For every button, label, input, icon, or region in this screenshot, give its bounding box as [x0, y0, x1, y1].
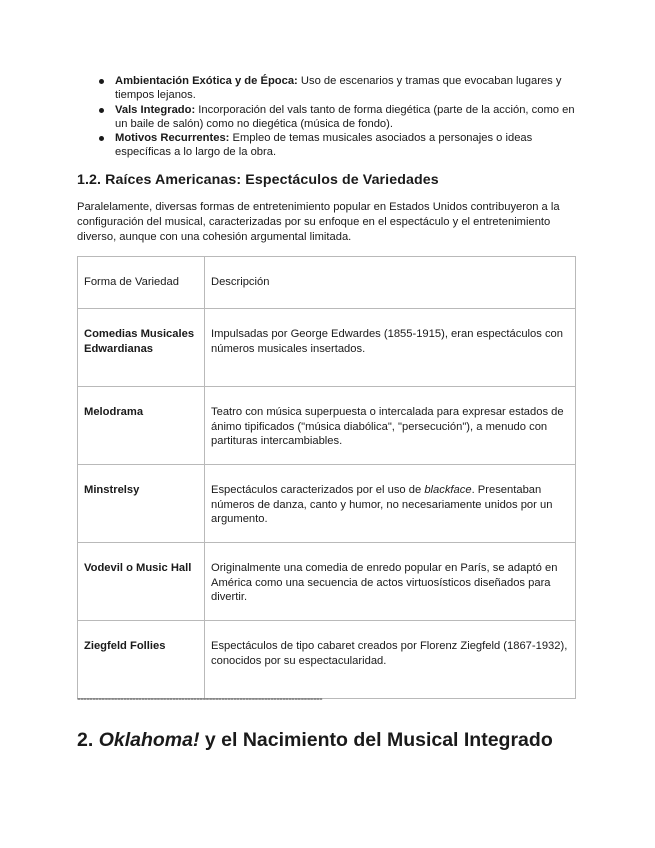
table-row	[78, 543, 576, 621]
form-cell: Comedias Musicales Edwardianas	[78, 309, 205, 387]
table-header-row	[78, 257, 576, 309]
table-row	[78, 621, 576, 699]
bullet-term: Motivos Recurrentes:	[115, 132, 230, 144]
desc-cell: Espectáculos de tipo cabaret creados por Florenz Ziegfeld (1867-1932), conocidos por su espectacularidad.	[205, 621, 576, 699]
bullet-text: Empleo de temas musicales asociados a personajes o ideas específicas a lo largo de la obra.	[115, 132, 533, 158]
table-row	[78, 387, 576, 465]
subsection-heading: 1.2. Raíces Americanas: Espectáculos de Variedades	[77, 172, 439, 188]
desc-cell: Teatro con música superpuesta o intercalada para expresar estados de ánimo tipificados ("música diabólica", "persecución"), a menudo con partituras intercambiables.	[205, 387, 576, 465]
bullet-item	[77, 74, 577, 102]
desc-cell: Originalmente una comedia de enredo popular en París, se adaptó en América como una secuencia de actos virtuosísticos diseñados para divertir.	[205, 543, 576, 621]
table-row	[78, 309, 576, 387]
bullet-term: Vals Integrado:	[115, 103, 196, 116]
bullet-dot-icon	[99, 79, 104, 84]
intro-paragraph: Paralelamente, diversas formas de entretenimiento popular en Estados Unidos contribuyeron a la configuración del musical, caracterizadas por su enfoque en el espectáculo y el entretenimiento diverso, aunque con una cohesión argumental limitada.	[77, 201, 560, 243]
desc-cell: Espectáculos caracterizados por el uso de blackface. Presentaban números de danza, canto y humor, no necesariamente unidos por un argumento.	[205, 465, 576, 543]
bullet-item	[77, 103, 577, 131]
bullet-dot-icon	[99, 136, 104, 141]
header-desc-cell: Descripción	[205, 257, 576, 309]
form-cell: Minstrelsy	[78, 465, 205, 543]
header-form-cell: Forma de Variedad	[78, 257, 205, 309]
section-heading: 2. Oklahoma! y el Nacimiento del Musical Integrado	[77, 729, 553, 751]
blackface-emphasis: blackface	[424, 484, 472, 496]
bullet-term: Ambientación Exótica y de Época:	[115, 75, 298, 87]
section-divider: --------------------------------------------------------------------------------	[77, 693, 323, 705]
bullet-text: Incorporación del vals tanto de forma diegética (parte de la acción, como en un baile de salón) como no diegética (música de fondo).	[115, 103, 575, 130]
feature-bullet-list	[77, 74, 577, 160]
form-cell: Vodevil o Music Hall	[78, 543, 205, 621]
desc-cell: Impulsadas por George Edwardes (1855-1915), eran espectáculos con números musicales insertados.	[205, 309, 576, 387]
form-cell: Ziegfeld Follies	[78, 621, 205, 699]
oklahoma-title: Oklahoma!	[98, 729, 200, 751]
variety-forms-table	[77, 256, 576, 699]
bullet-item	[77, 131, 577, 159]
bullet-dot-icon	[99, 108, 104, 113]
bullet-text: Uso de escenarios y tramas que evocaban lugares y tiempos lejanos.	[115, 75, 562, 101]
table-row	[78, 465, 576, 543]
form-cell: Melodrama	[78, 387, 205, 465]
